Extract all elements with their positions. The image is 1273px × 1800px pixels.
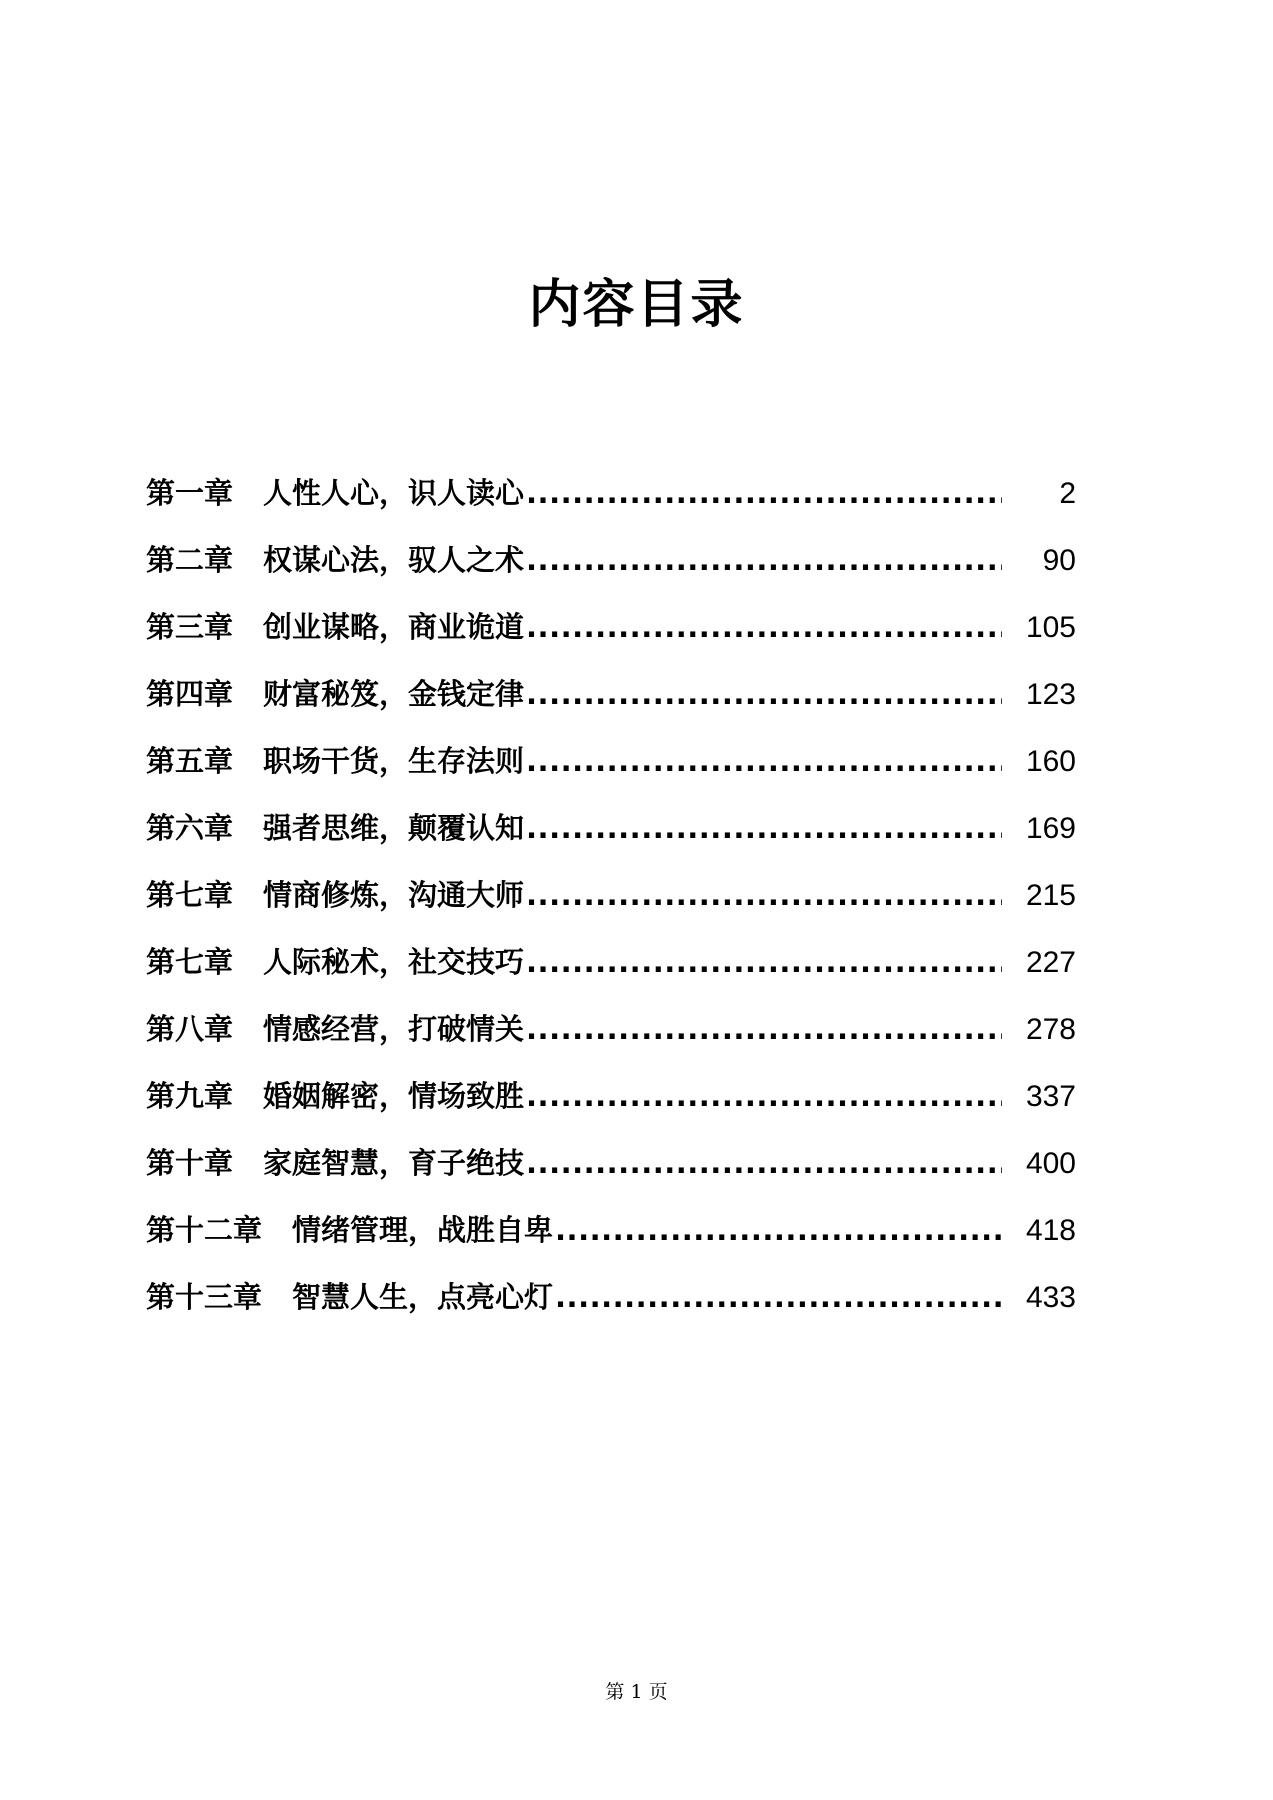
toc-chapter-title: 情商修炼，沟通大师	[263, 878, 525, 912]
toc-page-number: 337	[1025, 1080, 1076, 1113]
toc-dot-leader	[526, 795, 1002, 862]
toc-chapter-number: 第十二章	[146, 1213, 263, 1247]
toc-page-number: 227	[1025, 946, 1076, 979]
toc-entry[interactable]	[146, 661, 1076, 728]
toc-chapter-title: 职场干货，生存法则	[263, 744, 525, 778]
toc-chapter-number: 第八章	[146, 1012, 234, 1046]
toc-chapter-number: 第七章	[146, 878, 234, 912]
toc-chapter-title: 情感经营，打破情关	[263, 1012, 525, 1046]
toc-page-number: 433	[1025, 1281, 1076, 1314]
toc-page-number: 90	[1042, 544, 1076, 577]
toc-chapter-number: 第一章	[146, 476, 234, 510]
toc-chapter-title: 财富秘笈，金钱定律	[263, 677, 525, 711]
toc-dot-leader	[526, 1063, 1002, 1130]
toc-page-number: 215	[1025, 879, 1076, 912]
toc-page-number: 400	[1025, 1147, 1076, 1180]
toc-page-number: 2	[1059, 477, 1076, 510]
toc-dot-leader	[526, 594, 1002, 661]
toc-dot-leader	[526, 996, 1002, 1063]
toc-entry[interactable]	[146, 527, 1076, 594]
toc-page-number: 169	[1025, 812, 1076, 845]
toc-dot-leader	[526, 728, 1002, 795]
toc-dot-leader	[526, 862, 1002, 929]
toc-entry[interactable]	[146, 862, 1076, 929]
toc-chapter-title: 婚姻解密，情场致胜	[263, 1079, 525, 1113]
toc-chapter-number: 第二章	[146, 543, 234, 577]
toc-chapter-number: 第九章	[146, 1079, 234, 1113]
toc-entry[interactable]	[146, 929, 1076, 996]
toc-chapter-number: 第十三章	[146, 1280, 263, 1314]
toc-page-number: 418	[1025, 1214, 1076, 1247]
toc-chapter-number: 第四章	[146, 677, 234, 711]
toc-entry[interactable]	[146, 1063, 1076, 1130]
toc-page-number: 105	[1025, 611, 1076, 644]
toc-dot-leader	[526, 460, 1002, 527]
toc-chapter-title: 人性人心，识人读心	[263, 476, 525, 510]
toc-entry[interactable]	[146, 728, 1076, 795]
toc-chapter-title: 强者思维，颠覆认知	[263, 811, 525, 845]
toc-chapter-title: 家庭智慧，育子绝技	[263, 1146, 525, 1180]
table-of-contents	[146, 460, 1076, 1331]
toc-entry[interactable]	[146, 996, 1076, 1063]
toc-chapter-number: 第五章	[146, 744, 234, 778]
toc-dot-leader	[526, 1130, 1002, 1197]
toc-entry[interactable]	[146, 460, 1076, 527]
toc-entry[interactable]	[146, 594, 1076, 661]
toc-chapter-title: 创业谋略，商业诡道	[263, 610, 525, 644]
toc-chapter-number: 第七章	[146, 945, 234, 979]
toc-entry[interactable]	[146, 1130, 1076, 1197]
toc-page-number: 160	[1025, 745, 1076, 778]
toc-chapter-title: 人际秘术，社交技巧	[263, 945, 525, 979]
toc-dot-leader	[555, 1264, 1002, 1331]
toc-dot-leader	[526, 527, 1002, 594]
toc-chapter-number: 第三章	[146, 610, 234, 644]
toc-chapter-number: 第六章	[146, 811, 234, 845]
toc-entry[interactable]	[146, 1197, 1076, 1264]
page-title: 内容目录	[528, 274, 745, 335]
toc-page-number: 123	[1025, 678, 1076, 711]
toc-chapter-title: 情绪管理，战胜自卑	[292, 1213, 554, 1247]
toc-chapter-title: 权谋心法，驭人之术	[263, 543, 525, 577]
toc-page-number: 278	[1025, 1013, 1076, 1046]
toc-entry[interactable]	[146, 1264, 1076, 1331]
page-number-footer: 第 1 页	[605, 1681, 668, 1703]
toc-entry[interactable]	[146, 795, 1076, 862]
toc-dot-leader	[526, 929, 1002, 996]
toc-chapter-title: 智慧人生，点亮心灯	[292, 1280, 554, 1314]
toc-dot-leader	[555, 1197, 1002, 1264]
toc-chapter-number: 第十章	[146, 1146, 234, 1180]
toc-dot-leader	[526, 661, 1002, 728]
